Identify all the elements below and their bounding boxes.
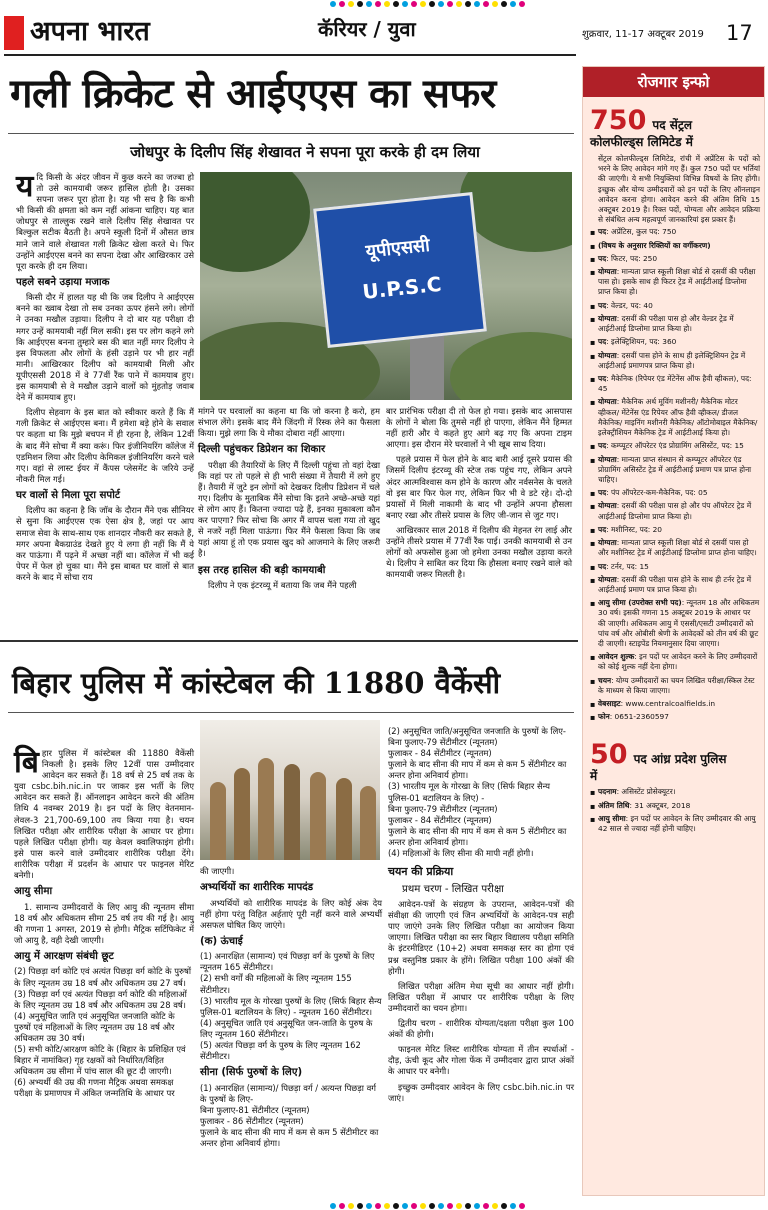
sidebar-detail-item <box>590 397 760 438</box>
detail-text: : कम्प्यूटर ऑपरेटर एंड प्रोग्रामिंग असिस्टेंट, पद: 15 <box>606 441 744 451</box>
job2-title-line1: पद आंध्र प्रदेश पुलिस <box>633 751 727 766</box>
registration-dot <box>402 1 408 7</box>
registration-dot <box>483 1 489 7</box>
publication-date: शुक्रवार, 11-17 अक्टूबर 2019 <box>582 29 704 40</box>
detail-text: : 31 अक्टूबर, 2018 <box>629 800 691 810</box>
detail-label: योग्यता <box>598 313 617 323</box>
registration-dot <box>402 1203 408 1209</box>
sidebar-detail-item <box>590 501 760 521</box>
sidebar-detail-item <box>590 488 760 498</box>
detail-text: : दसवीं की परीक्षा पास हो और वेल्डर ट्रेड में आईटीआई डिप्लोमा प्राप्त किया हो। <box>598 313 734 334</box>
sidebar-detail-item <box>590 814 760 834</box>
story2-column-3 <box>388 726 574 1108</box>
list-item: फुलाने के बाद सीना की माप में कम से कम 5 सेंटीमीटर का अन्तर होना अनिवार्य होगा। <box>388 759 567 781</box>
registration-dot <box>483 1203 489 1209</box>
registration-dot <box>438 1 444 7</box>
detail-text: (विषय के अनुसार रिक्तियों का वर्गीकरण) <box>598 240 711 250</box>
registration-dot <box>429 1 435 7</box>
header-divider <box>4 54 576 56</box>
sidebar-detail-item <box>590 254 760 264</box>
jobs-info-sidebar <box>582 66 765 1196</box>
story1-intro-text: दि किसी के अंदर जीवन में कुछ करने का जज्बा हो तो उसे कामयाबी जरूर हासिल होती है। उसका सपना जरूर पूरा होता है। यह भी सच है कि कभी भी किसी की क्षमता को कम नहीं आंकना चाहिए। यह बात जोधपुर से ताल्लुक रखने वाले दिलीप सिंह शेखावत पर बिल्कुल सटीक बैठती है। अपने स्कूली दिनों में औसत छात्र माने जाने वाले शेखावत गली क्रिकेट खेला करते थे। फिर उन्होंने आईएएस बनने का सपना देखा और आखिरकार उसे पूरा करके ही दम लिया। <box>16 172 194 271</box>
list-item: फुलाने के बाद सीना की माप में कम से कम 5 सेंटीमीटर का अन्तर होना अनिवार्य होगा। <box>388 825 567 847</box>
job1-title-line1: पद सेंट्रल <box>652 118 693 132</box>
job1-intro: सेंट्रल कोलफील्ड्स लिमिटेड, रांची में अप्रेंटिस के पदों को भरने के लिए आवेदन मांगे गए हैं। कुल 750 पदों पर भर्तियां की जाएंगी। ये सभी नियुक्तियां विभिन्न विषयों के लिए होंगी। इच्छुक और योग्य उम्मीदवारों को इन पदों के लिए ऑनलाइन आवेदन करना होगा। आवेदन करने की अंतिम तिथि 15 अक्टूबर 2019 है। रिक्त पदों, योग्यता और आवेदन प्रक्रिया से संबंधित अन्य महत्वपूर्ण जानकारियां इस प्रकार हैं। <box>598 153 760 225</box>
story1-subhead-support: घर वालों से मिला पूरा सपोर्ट <box>16 489 120 501</box>
story2-subhead-chest: सीना (सिर्फ पुरुषों के लिए) <box>200 1067 303 1079</box>
registration-dot <box>501 1203 507 1209</box>
registration-dot <box>357 1203 363 1209</box>
detail-label: पद <box>598 253 607 263</box>
detail-label: योग्यता <box>598 501 617 511</box>
registration-dot <box>519 1203 525 1209</box>
registration-dot <box>519 1 525 7</box>
sidebar-detail-item <box>590 787 760 797</box>
registration-dot <box>474 1 480 7</box>
job1-title-line2: कोलफील्ड्स लिमिटेड में <box>590 135 693 150</box>
story1-paragraph-sehwag: दिलीप सेहवाग के इस बात को स्वीकार करते हैं कि मैं गली क्रिकेट से आईएएस बना। मैं हमेशा बड़े होने के सवाल पर कहता था कि मुझे बचपन में ही रहना है, लेकिन 12वीं के बाद मैंने सोचा मैं क्या करूं। फिर इंजीनियरिंग कॉलेज में एडमिशन लिया और दिलीप केमिकल इंजीनियरिंग करने चले गए। वहां से लास्ट ईयर में कैंपस प्लेसमेंट के जरिये उन्हें नौकरी मिल गई। <box>16 407 194 484</box>
sidebar-detail-item <box>590 455 760 486</box>
job2-heading <box>590 739 760 784</box>
registration-dot <box>384 1203 390 1209</box>
story1-subhead-mazak: पहले सबने उड़ाया मजाक <box>16 276 110 288</box>
list-item: बिना फुलाए-81 सेंटीमीटर (न्यूनतम) <box>200 1104 310 1115</box>
story-divider <box>0 640 578 642</box>
job2-detail-list <box>590 787 760 834</box>
registration-dot <box>366 1203 372 1209</box>
story2-phase1-text2: लिखित परीक्षा अंतिम मेधा सूची का आधार नहीं होगी। लिखित परीक्षा में आधार पर शारीरिक परीक्षा के लिए उम्मीदवारों का चयन होगा। <box>388 980 574 1013</box>
photo-figure <box>258 758 274 860</box>
job1-detail-list <box>590 227 760 722</box>
registration-dot <box>348 1 354 7</box>
detail-label: फोन <box>598 712 610 722</box>
list-item: फुलाकर - 86 सेंटीमीटर (न्यूनतम) <box>200 1115 304 1126</box>
photo-figure <box>234 768 250 860</box>
list-item: (3) भारतीय मूल के गोरखा के लिए (सिर्फ बिहार सैन्य पुलिस-01 बटालियन के लिए) - <box>388 781 550 803</box>
sidebar-detail-item <box>590 241 760 251</box>
story1-paragraph-col3c: आखिरकार साल 2018 में दिलीप की मेहनत रंग लाई और उन्होंने तीसरे प्रयास में 77वीं रैंक पाई। उनकी कामयाबी से उन लोगों को अफसोस हुआ जो हमेशा उनका मखौल उड़ाया करते थे। दिलीप ने साबित कर दिया कि हौसला बनाए रखने वाले को कामयाबी जरूर मिलती है। <box>386 524 572 580</box>
detail-label: योग्यता <box>598 454 617 464</box>
story1-subheadline: जोधपुर के दिलीप सिंह शेखावत ने सपना पूरा करके ही दम लिया <box>130 143 480 161</box>
detail-label: आवेदन शुल्क <box>598 652 635 662</box>
registration-dot <box>510 1203 516 1209</box>
registration-dot <box>501 1 507 7</box>
sidebar-detail-item <box>590 301 760 311</box>
registration-dot <box>375 1203 381 1209</box>
photo-figure <box>284 764 300 860</box>
story2-paragraph-col2: की जाएगी। <box>200 866 235 876</box>
story1-paragraph-depression: परीक्षा की तैयारियों के लिए मैं दिल्ली पहुंचा तो वहां देखा कि वहां पर तो पहले से ही भारी संख्या में तैयारी में लगे हुए हैं। तैयारी में जुटे इन लोगों को देखकर दिलीप डिप्रेशन में चले गए। दिलीप के मुताबिक मैंने सोचा कि इतने अच्छे-अच्छे यहां से लोग आए हैं। कितना ज्यादा पढ़े हैं, इनका मुकाबला कौन कर पाएगा? फिर सोचा कि अगर मैं वापस चला गया तो खुद से नजरें नहीं मिला पाऊंगा। फिर मैंने फैसला किया कि जब यहां आया हूं तो एक प्रयास खुद को आजमाने के लिए जरूरी है। <box>198 459 380 559</box>
story2-dropcap: बि <box>14 745 39 780</box>
job1-count: 750 <box>590 105 647 136</box>
newspaper-logo <box>4 12 154 54</box>
detail-label: योग्यता <box>598 574 617 584</box>
story2-divider <box>8 712 574 713</box>
registration-dot <box>429 1203 435 1209</box>
height-list <box>200 951 382 1062</box>
registration-dot <box>465 1203 471 1209</box>
detail-label: पद <box>598 488 607 498</box>
detail-text: : दसवीं की परीक्षा पास हो और पंप ऑपरेटर ट्रेड में आईटीआई डिप्लोमा प्राप्त किया हो। <box>598 501 752 521</box>
sidebar-detail-item <box>590 374 760 394</box>
detail-text: : www.centralcoalfields.in <box>620 699 716 709</box>
registration-dot <box>375 1 381 7</box>
sidebar-detail-item <box>590 699 760 709</box>
story1-paragraph-col3b: पहले प्रयास में फेल होने के बाद बारी आई दूसरे प्रयास की जिसमें दिलीप इंटरव्यू की स्टेज तक पहुंच गए, लेकिन अपने अंदर आत्मविश्वास कम होने के कारण और नर्वसनेस के चलते वो इस बार फिर फेल गए, लेकिन फिर भी वे डटे रहे। दो-दो प्रयासों में मिली नाकामी के बाद भी उन्होंने अपना हौसला बनाए रखा और तीसरे प्रयास के लिए जी-जान से जुट गए। <box>386 454 572 520</box>
detail-label: पद <box>598 337 607 347</box>
detail-label: वेबसाइट <box>598 699 621 709</box>
story1-column-2 <box>198 406 380 595</box>
story1-intro-paragraph <box>16 169 194 272</box>
detail-text: : मशीनिस्ट, पद: 20 <box>606 524 663 534</box>
sidebar-detail-item <box>590 337 760 347</box>
registration-dot <box>330 1 336 7</box>
photo-figure <box>310 772 326 860</box>
sidebar-detail-item <box>590 351 760 371</box>
detail-text: : इन पदों पर आवेदन करने के लिए उम्मीदवारों को कोई शुल्क नहीं देना होगा। <box>598 652 758 672</box>
registration-dot <box>393 1 399 7</box>
sidebar-detail-item <box>590 676 760 696</box>
photo-figure <box>336 778 352 860</box>
story1-column-3 <box>386 406 572 584</box>
photo-figure <box>360 786 376 860</box>
detail-text: : असिस्टेंट प्रोसेक्यूटर। <box>616 787 676 797</box>
registration-dot <box>447 1203 453 1209</box>
registration-dot <box>330 1203 336 1209</box>
detail-label: पद <box>598 441 607 451</box>
list-item: (4) महिलाओं के लिए सीना की मापी नहीं होगी। <box>388 848 534 859</box>
print-registration-marks-bottom <box>0 1202 768 1210</box>
list-item: (1) अनारक्षित (सामान्य) एवं पिछड़ा वर्ग के पुरुषों के लिए न्यूनतम 165 सेंटीमीटर। <box>200 951 375 973</box>
job2-count: 50 <box>590 738 628 770</box>
detail-text: : अप्रेंटिस, कुल पद: 750 <box>606 227 677 237</box>
list-item: फुलाकर - 84 सेंटीमीटर (न्यूनतम) <box>388 748 492 759</box>
sidebar-detail-item <box>590 801 760 811</box>
detail-label: पद <box>598 374 607 383</box>
list-item: (6) अभ्यर्थी की उम्र की गणना मैट्रिक अथवा समकक्ष परीक्षा के प्रमाणपत्र में अंकित जन्मतिथि के आधार पर <box>14 1077 175 1099</box>
list-item: (5) सभी कोटि/आरक्षण कोटि के (बिहार के प्रशिक्षित एवं बिहार में नामांकित) गृह रक्षकों को निर्धारित/विहित अधिकतम उम्र सीमा में पांच साल की छूट दी जाएगी। <box>14 1044 186 1077</box>
detail-text: : टर्नर, पद: 15 <box>606 561 649 571</box>
detail-label: आयु सीमा (उपरोक्त सभी पद) <box>598 598 682 608</box>
registration-dot <box>348 1203 354 1209</box>
detail-label: योग्यता <box>598 350 617 360</box>
section-label: कॅरियर / युवा <box>318 17 416 41</box>
registration-dot <box>393 1203 399 1209</box>
story2-phase1-text: आवेदन-पत्रों के संग्रहण के उपरान्त, आवेदन-पत्रों की संवीक्षा की जाएगी एवं जिन अभ्यर्थियों के आवेदन-पत्र सही पाए जाएंगे उनके लिए लिखित परीक्षा का आयोजन किया जाएगा। लिखित परीक्षा का स्तर बिहार विद्यालय परीक्षा समिति के इंटरमीडिएट (10+2) अथवा समकक्ष स्तर का होगा एवं प्रश्न वस्तुनिष्ठ प्रकार के होंगे। लिखित परीक्षा 100 अंकों की होगी। <box>388 899 574 976</box>
detail-label: अंतिम तिथि <box>598 800 630 810</box>
detail-text: : मैकेनिक अर्थ मूविंग मशीनरी/ मैकेनिक मोटर व्हीकल/ मेंटेनेंस एंड रिपेयर ऑफ हैवी व्हीकल/ डीजल मैकेनिक/ माइनिंग मशीनरी मैकेनिक/ ऑटोमोबाइल मैकेनिक/ इलेक्ट्रीशियन मैकेनिक ट्रेड में आईटीआई किया हो। <box>598 397 758 438</box>
sign-text-hindi: यूपीएससी <box>364 234 431 263</box>
story2-subhead-relaxation: आयु में आरक्षण संबंधी छूट <box>14 950 114 962</box>
sidebar-detail-item <box>590 652 760 672</box>
detail-label: आयु सीमा <box>598 813 626 823</box>
list-item: बिना फुलाए-79 सेंटीमीटर (न्यूनतम) <box>388 737 498 748</box>
story1-paragraph-col2: मांगने पर घरवालों का कहना था कि जो करना है करो, हम संभाल लेंगे। इसके बाद मैंने जिंदगी में रिस्क लेने का फैसला किया। मुझे लगा कि ये मौका दोबारा नहीं आएगा। <box>198 406 380 439</box>
upsc-signboard <box>313 192 487 348</box>
detail-text: : मान्यता प्राप्त स्कूली शिक्षा बोर्ड से दसवीं पास हो और मशीनिस्ट ट्रेड में आईटीआई डिप्लोमा प्राप्त होना चाहिए। <box>598 538 757 558</box>
detail-label: योग्यता <box>598 397 617 407</box>
sidebar-detail-item <box>590 562 760 572</box>
logo-red-block <box>4 16 24 50</box>
story2-column-1 <box>14 745 194 1100</box>
sidebar-detail-item <box>590 227 760 237</box>
sidebar-detail-item <box>590 441 760 451</box>
photo-figure <box>210 782 226 860</box>
sidebar-content <box>590 105 760 837</box>
sidebar-detail-item <box>590 712 760 722</box>
detail-text: : 0651-2360597 <box>609 712 669 722</box>
detail-label: चयन <box>598 675 612 685</box>
detail-label: योग्यता <box>598 538 617 548</box>
story2-paragraph-age: 1. सामान्य उम्मीदवारों के लिए आयु की न्यूनतम सीमा 18 वर्ष और अधिकतम सीमा 25 वर्ष तय की गई है। आयु की गणना 1 अगस्त, 2019 से होगी। मैट्रिक सर्टिफिकेट में जो आयु है, वही देखी जाएगी। <box>14 901 194 945</box>
registration-dot <box>456 1 462 7</box>
detail-text: : इन पदों पर आवेदन के लिए उम्मीदवार की आयु 42 साल से ज्यादा नहीं होनी चाहिए। <box>598 813 756 834</box>
sidebar-detail-item <box>590 314 760 334</box>
story1-paragraph-mazak: किसी दौर में हालत यह थी कि जब दिलीप ने आईएएस बनने का ख्वाब देखा तो सब उनका ऊपर हंसने लगे। लोगों ने उनका मखौल उड़ाया। दिलीप ने दो बार यह परीक्षा दी मगर उन्हें कामयाबी नहीं मिल सकी। इस पर लोग कहने लगे कि आईएएस बनना तुम्हारे बस की बात नहीं मगर दिलीप ने इस विफलता और लोगों के हंसी उड़ाने पर भी हार नहीं मानी। आखिरकार दिलीप को कामयाबी मिली और यूपीएससी 2018 में वे 77वीं रैंक पाने में कामयाब हुए। इस कामयाबी से वे मखौल उड़ाने वालों को मुंहतोड़ जवाब देने में कामयाब हुए। <box>16 292 194 403</box>
list-item: (2) सभी वर्गों की महिलाओं के लिए न्यूनतम 155 सेंटीमीटर। <box>200 973 352 995</box>
registration-dot <box>411 1203 417 1209</box>
registration-dot <box>492 1203 498 1209</box>
detail-text: : योग्य उम्मीदवारों का चयन लिखित परीक्षा/स्किल टेस्ट के माध्यम से किया जाएगा। <box>598 675 755 695</box>
list-item: (3) भारतीय मूल के गोरखा पुरुषों के लिए (सिर्फ बिहार सैन्य पुलिस-01 बटालियन के लिए) - न्यूनतम 160 सेंटीमीटर। <box>200 995 382 1017</box>
story1-divider <box>8 133 574 134</box>
story2-final-text: फाइनल मेरिट लिस्ट शारीरिक योग्यता में तीन स्पर्धाओं - दौड़, ऊंची कूद और गोला फेंक में उम्मीदवार द्वारा प्राप्त अंकों के आधार पर बनेगी। <box>388 1044 574 1077</box>
detail-text: : न्यूनतम 18 और अधिकतम 30 वर्ष। इसकी गणना 15 अक्टूबर 2019 के आधार पर की जाएगी। अधिकतम आयु में एससी/एसटी उम्मीदवारों को पांच वर्ष और ओबीसी श्रेणी के आवेदकों को तीन वर्ष की छूट दी जाएगी। स्टाइपेंड नियमानुसार दिया जाएगा। <box>598 598 760 649</box>
story1-dropcap: य <box>16 169 34 204</box>
logo-text: अपना भारत <box>30 16 150 47</box>
registration-dot <box>465 1 471 7</box>
registration-dot <box>366 1 372 7</box>
relaxation-list <box>14 966 194 1099</box>
list-item: (4) अनुसूचित जाति एवं अनुसूचित जन-जाति के पुरुष के लिए न्यूनतम 160 सेंटीमीटर। <box>200 1017 373 1039</box>
upsc-sign-photo <box>200 172 572 400</box>
sidebar-title: रोजगार इन्फो <box>583 67 764 97</box>
sidebar-detail-item <box>590 538 760 558</box>
detail-label: पद <box>598 300 607 310</box>
detail-text: : मान्यता प्राप्त संस्थान से कम्प्यूटर ऑपरेटर एंड प्रोग्रामिंग असिस्टेंट ट्रेड में आईटीआई प्रमाण पत्र प्राप्त होना चाहिए। <box>598 454 752 484</box>
registration-dot <box>438 1203 444 1209</box>
page-number: 17 <box>726 21 753 45</box>
detail-text: : फिटर, पद: 250 <box>606 253 658 263</box>
story2-subhead-physical: अभ्यर्थियों का शारीरिक मापदंड <box>200 882 314 894</box>
detail-text: : वेल्डर, पद: 40 <box>606 300 653 310</box>
chest-list <box>200 1083 382 1150</box>
photo-foliage <box>200 172 310 272</box>
list-item: फुलाकर - 84 सेंटीमीटर (न्यूनतम) <box>388 814 492 825</box>
detail-text: : मैकेनिक (रिपेयर एंड मेंटेनेंस ऑफ हैवी व्हीकल), पद: 45 <box>598 374 752 394</box>
registration-dot <box>357 1 363 7</box>
story1-paragraph-col3a: बार प्रारंभिक परीक्षा दी तो फेल हो गया। इसके बाद आसपास के लोगों ने बोला कि तुमसे नहीं हो पाएगा, लेकिन मैंने हिम्मत नहीं हारी और ये कहते हुए आगे बढ़ गए कि अपना टाइम आएगा। इस दौरान मेरे घरवालों ने भी खूब साथ दिया। <box>386 406 572 450</box>
registration-dot <box>510 1 516 7</box>
story2-subhead-selection: चयन की प्रक्रिया <box>388 865 454 879</box>
sidebar-detail-item <box>590 267 760 298</box>
story1-subhead-success: इस तरह हासिल की बड़ी कामयाबी <box>198 564 326 576</box>
job2-title-line2: में <box>590 768 598 783</box>
story2-intro-paragraph <box>14 745 194 881</box>
list-item: (2) पिछड़ा वर्ग कोटि एवं अत्यंत पिछड़ा वर्ग कोटि के पुरुषों के लिए न्यूनतम उम्र 18 वर्ष और अधिकतम उम्र 27 वर्ष। <box>14 966 192 988</box>
registration-dot <box>420 1 426 7</box>
list-item: (2) अनुसूचित जाति/अनुसूचित जनजाति के पुरुषों के लिए- <box>388 726 566 736</box>
list-item: (4) अनुसूचित जाति एवं अनुसूचित जनजाति कोटि के पुरुषों एवं महिलाओं के लिए न्यूनतम उम्र 18 वर्ष और अधिकतम उम्र 30 वर्ष। <box>14 1010 175 1043</box>
detail-text: : इलेक्ट्रिशियन, पद: 360 <box>606 337 677 347</box>
story2-phase2-text: द्वितीय चरण - शारीरिक योग्यता/दक्षता परीक्षा कुल 100 अंकों की होगी। <box>388 1018 574 1040</box>
story2-paragraph-physical: अभ्यर्थियों को शारीरिक मापदंड के लिए कोई अंक देय नहीं होगा परंतु विहित अर्हताएं पूरी नहीं करने वाले अभ्यर्थी असफल घोषित किए जाएंगे। <box>200 897 382 930</box>
registration-dot <box>474 1203 480 1209</box>
sidebar-detail-item <box>590 575 760 595</box>
registration-dot <box>492 1 498 7</box>
detail-text: : मान्यता प्राप्त स्कूली शिक्षा बोर्ड से दसवीं की परीक्षा पास हो। इसके साथ ही फिटर ट्रेड में आईटीआई डिप्लोमा प्राप्त किया हो। <box>598 267 756 297</box>
story1-column-1 <box>16 169 194 587</box>
registration-dot <box>339 1 345 7</box>
chest-list-continued <box>388 726 574 859</box>
job1-heading <box>590 105 760 150</box>
detail-label: पद <box>598 561 607 571</box>
sidebar-detail-item <box>590 525 760 535</box>
list-item: बिना फुलाए-79 सेंटीमीटर (न्यूनतम) <box>388 803 498 814</box>
story2-subhead-age: आयु सीमा <box>14 886 53 898</box>
sign-text-english: U.P.S.C <box>361 271 443 304</box>
story2-phase1-title: प्रथम चरण - लिखित परीक्षा <box>402 883 504 895</box>
photo-hedge <box>450 332 572 400</box>
registration-dot <box>447 1 453 7</box>
story2-headline: बिहार पुलिस में कांस्टेबल की 11880 वैकेंसी <box>12 666 501 700</box>
police-parade-photo <box>200 720 380 860</box>
registration-dot <box>420 1203 426 1209</box>
list-item: (1) अनारक्षित (सामान्य)/ पिछड़ा वर्ग / अत्यन्त पिछड़ा वर्ग के पुरुषों के लिए- <box>200 1082 376 1104</box>
registration-dot <box>456 1203 462 1209</box>
list-item: (3) पिछड़ा वर्ग एवं अत्यंत पिछड़ा वर्ग कोटि की महिलाओं के लिए न्यूनतम उम्र 18 वर्ष और अधिकतम उम्र 28 वर्ष। <box>14 988 187 1010</box>
list-item: (5) अत्यंत पिछड़ा वर्ग के पुरुष के लिए न्यूनतम 162 सेंटीमीटर। <box>200 1040 361 1062</box>
story1-subhead-depression: दिल्ली पहुंचकर डिप्रेशन का शिकार <box>198 444 326 456</box>
print-registration-marks-top <box>0 0 768 8</box>
detail-text: : दसवीं पास होने के साथ ही इलेक्ट्रिशियन ट्रेड में आईटीआई प्रमाणपत्र प्राप्त किया हो। <box>598 350 746 370</box>
story2-apply-text: इच्छुक उम्मीदवार आवेदन के लिए csbc.bih.nic.in पर जाएं। <box>388 1081 574 1103</box>
story2-column-2 <box>200 866 382 1149</box>
registration-dot <box>411 1 417 7</box>
story2-subhead-height: (क) ऊंचाई <box>200 935 243 947</box>
registration-dot <box>384 1 390 7</box>
detail-label: पदनाम <box>598 787 617 797</box>
sidebar-detail-item <box>590 598 760 649</box>
story1-paragraph-support: दिलीप का कहना है कि जॉब के दौरान मैंने एक सीनियर से सुना कि आईएएस एक ऐसा क्षेत्र है, जहां पर आप समाज सेवा के साथ-साथ एक शानदार नौकरी कर सकते हैं, मगर अपना बैकग्राउंड देखते हुए ये लगा ही नहीं कि मैं ये कर पाऊंगा। मैं पढ़ने में अच्छा नहीं था। कॉलेज में भी कई पेपर में फेल हो चुका था। मैंने इस बाबत घर वालों से बात करने के बाद में सोचा राय <box>16 505 194 582</box>
story2-intro-text: हार पुलिस में कांस्टेबल की 11880 वैकेंसी निकली है। इसके लिए 12वीं पास उम्मीदवार आवेदन कर सकते हैं। 18 वर्ष से 25 वर्ष तक के युवा csbc.bih.nic.in पर जाकर इस भर्ती के लिए आवेदन कर सकते हैं। ऑनलाइन आवेदन करने की अंतिम तिथि 4 नवम्बर 2019 है। इन पदों के लिए वेतनमान- लेवल-3 21,700-69,100 तय किया गया है। चयन लिखित परीक्षा और शारीरिक परीक्षा के आधार पर होगा। पहले लिखित परीक्षा होगी। यह केवल क्वालिफाइंग होगी। इसे पास करने वाले उम्मीदवार शारीरिक परीक्षा देंगे। शारीरिक परीक्षा में प्रदर्शन के आधार पर फाइनल मेरिट बनेगी। <box>14 748 194 881</box>
detail-label: योग्यता <box>598 267 617 277</box>
list-item: फुलाने के बाद सीना की माप में कम से कम 5 सेंटीमीटर का अन्तर होना अनिवार्य होगा। <box>200 1127 379 1149</box>
detail-text: : दसवीं की परीक्षा पास होने के साथ ही टर्नर ट्रेड में आईटीआई प्रमाण पत्र प्राप्त किया हो। <box>598 574 752 594</box>
story1-headline: गली क्रिकेट से आईएएस का सफर <box>10 70 496 117</box>
registration-dot <box>339 1203 345 1209</box>
detail-text: : पंप ऑपरेटर-कम-मैकेनिक, पद: 05 <box>606 488 708 498</box>
story1-paragraph-success: दिलीप ने एक इंटरव्यू में बताया कि जब मैंने पहली <box>208 580 357 591</box>
detail-label: पद <box>598 524 607 534</box>
detail-label: पद <box>598 227 607 237</box>
